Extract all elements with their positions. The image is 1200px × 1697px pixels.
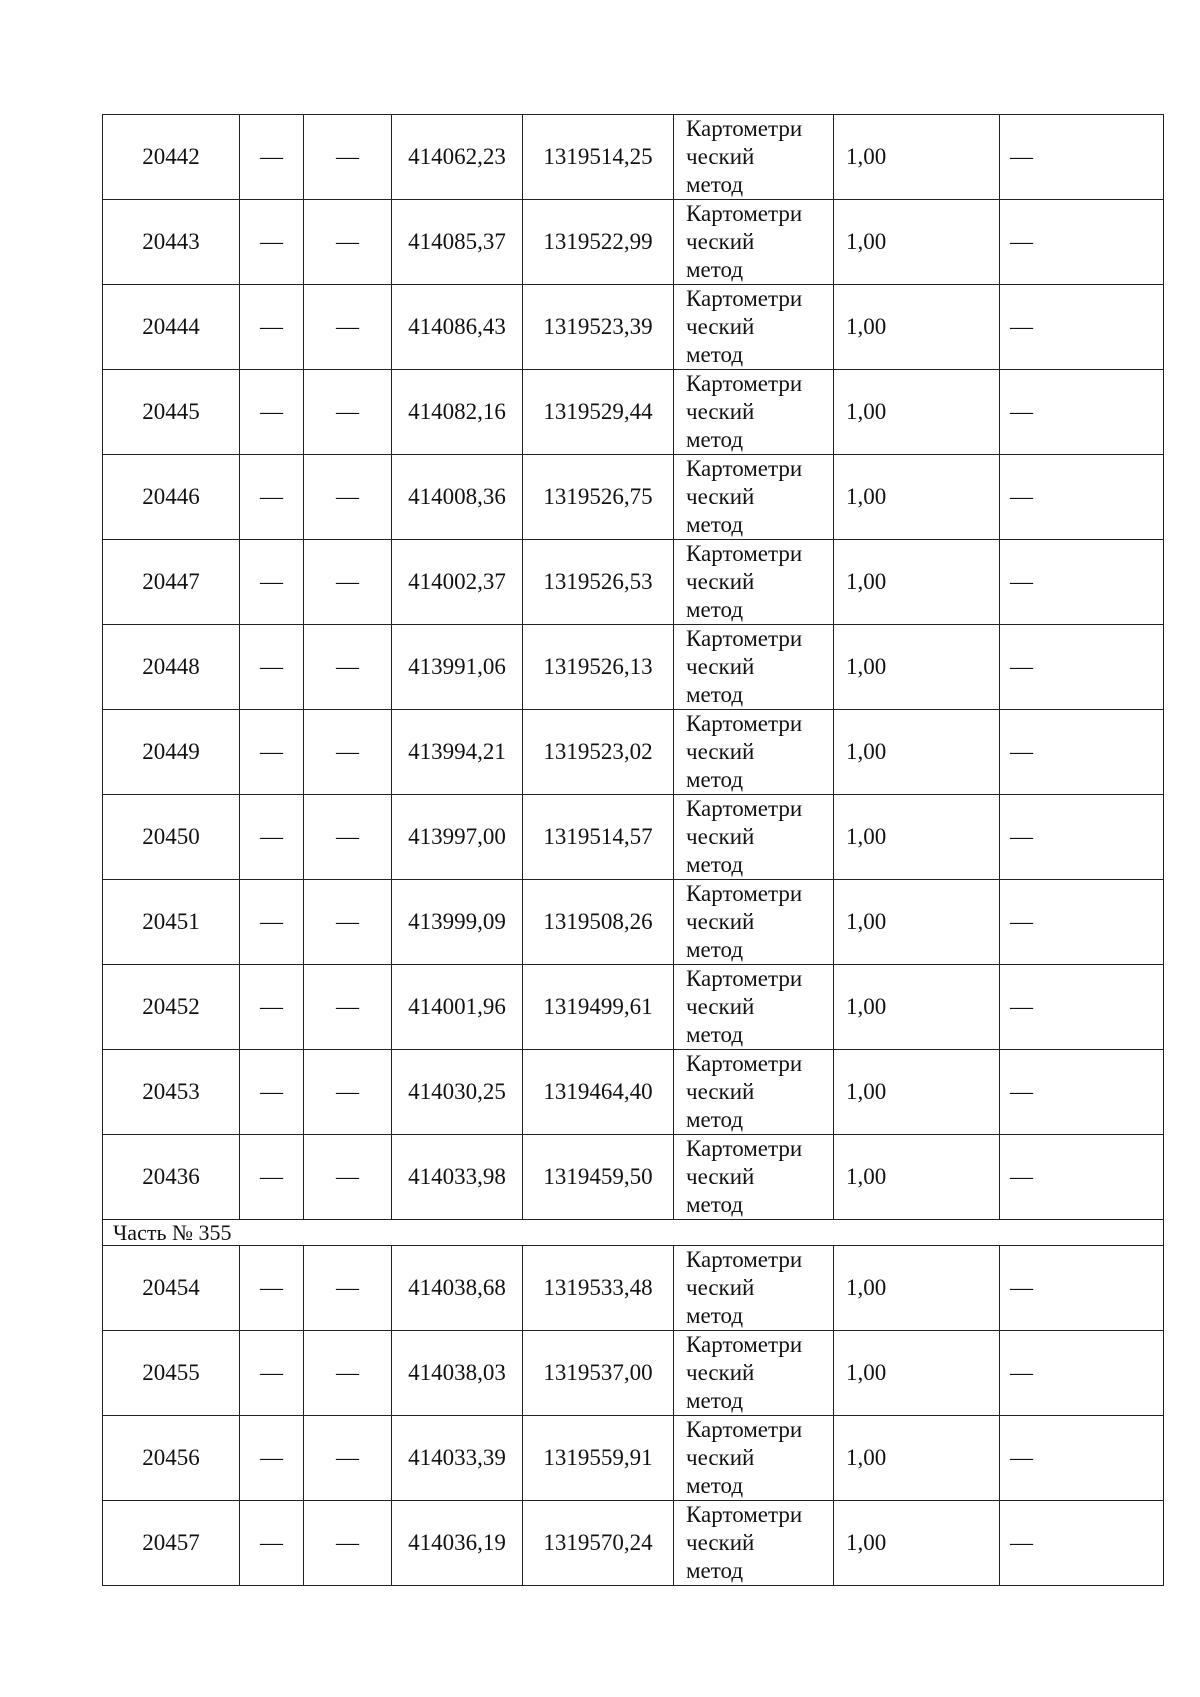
- method-text: Картометри ческий метод: [686, 1332, 803, 1413]
- method-text: Картометри ческий метод: [686, 541, 803, 622]
- dash-cell: —: [240, 200, 304, 285]
- coordinates-table: [102, 114, 1164, 1586]
- method-text: Картометри ческий метод: [686, 711, 803, 792]
- table-row: [103, 625, 1164, 710]
- method-text: Картометри ческий метод: [686, 796, 803, 877]
- table-row: [103, 1050, 1164, 1135]
- dash-cell: —: [304, 795, 392, 880]
- method-cell: [674, 1501, 834, 1586]
- method-text: Картометри ческий метод: [686, 456, 803, 537]
- dash-cell: —: [304, 1416, 392, 1501]
- point-number-cell: 20451: [103, 880, 240, 965]
- section-label: Часть № 355: [103, 1220, 1164, 1246]
- dash-cell: —: [304, 200, 392, 285]
- y-coordinate-cell: 1319526,75: [523, 455, 674, 540]
- dash-cell: —: [240, 625, 304, 710]
- method-cell: [674, 540, 834, 625]
- point-number-cell: 20452: [103, 965, 240, 1050]
- point-number-cell: 20442: [103, 115, 240, 200]
- y-coordinate-cell: 1319537,00: [523, 1331, 674, 1416]
- table-row: [103, 880, 1164, 965]
- y-coordinate-cell: 1319570,24: [523, 1501, 674, 1586]
- method-cell: [674, 285, 834, 370]
- dash-cell: —: [304, 625, 392, 710]
- accuracy-cell: 1,00: [834, 285, 1000, 370]
- y-coordinate-cell: 1319508,26: [523, 880, 674, 965]
- point-number-cell: 20446: [103, 455, 240, 540]
- table-row: [103, 200, 1164, 285]
- x-coordinate-cell: 413991,06: [392, 625, 523, 710]
- table-row: [103, 795, 1164, 880]
- accuracy-cell: 1,00: [834, 455, 1000, 540]
- point-number-cell: 20447: [103, 540, 240, 625]
- x-coordinate-cell: 414033,39: [392, 1416, 523, 1501]
- dash-cell: —: [304, 285, 392, 370]
- method-cell: [674, 1331, 834, 1416]
- y-coordinate-cell: 1319523,02: [523, 710, 674, 795]
- method-cell: [674, 625, 834, 710]
- dash-cell: —: [304, 370, 392, 455]
- y-coordinate-cell: 1319499,61: [523, 965, 674, 1050]
- point-number-cell: 20456: [103, 1416, 240, 1501]
- accuracy-cell: 1,00: [834, 710, 1000, 795]
- method-cell: [674, 1050, 834, 1135]
- table-row: [103, 1246, 1164, 1331]
- method-text: Картометри ческий метод: [686, 1136, 803, 1217]
- table-row: [103, 285, 1164, 370]
- table-row: [103, 1135, 1164, 1220]
- point-number-cell: 20450: [103, 795, 240, 880]
- accuracy-cell: 1,00: [834, 625, 1000, 710]
- y-coordinate-cell: 1319514,57: [523, 795, 674, 880]
- y-coordinate-cell: 1319559,91: [523, 1416, 674, 1501]
- accuracy-cell: 1,00: [834, 1501, 1000, 1586]
- dash-cell: —: [304, 880, 392, 965]
- dash-cell: —: [1000, 1501, 1164, 1586]
- y-coordinate-cell: 1319533,48: [523, 1246, 674, 1331]
- dash-cell: —: [240, 1501, 304, 1586]
- x-coordinate-cell: 414002,37: [392, 540, 523, 625]
- dash-cell: —: [1000, 455, 1164, 540]
- point-number-cell: 20448: [103, 625, 240, 710]
- accuracy-cell: 1,00: [834, 1050, 1000, 1135]
- y-coordinate-cell: 1319459,50: [523, 1135, 674, 1220]
- dash-cell: —: [1000, 710, 1164, 795]
- method-text: Картометри ческий метод: [686, 371, 803, 452]
- dash-cell: —: [304, 1501, 392, 1586]
- x-coordinate-cell: 413999,09: [392, 880, 523, 965]
- x-coordinate-cell: 414008,36: [392, 455, 523, 540]
- accuracy-cell: 1,00: [834, 1246, 1000, 1331]
- accuracy-cell: 1,00: [834, 795, 1000, 880]
- point-number-cell: 20453: [103, 1050, 240, 1135]
- table-row: [103, 115, 1164, 200]
- dash-cell: —: [304, 965, 392, 1050]
- dash-cell: —: [1000, 795, 1164, 880]
- x-coordinate-cell: 414038,03: [392, 1331, 523, 1416]
- dash-cell: —: [240, 455, 304, 540]
- dash-cell: —: [304, 1135, 392, 1220]
- dash-cell: —: [240, 880, 304, 965]
- dash-cell: —: [240, 115, 304, 200]
- x-coordinate-cell: 414082,16: [392, 370, 523, 455]
- dash-cell: —: [240, 1135, 304, 1220]
- accuracy-cell: 1,00: [834, 370, 1000, 455]
- dash-cell: —: [1000, 1331, 1164, 1416]
- dash-cell: —: [240, 1050, 304, 1135]
- method-cell: [674, 710, 834, 795]
- method-cell: [674, 370, 834, 455]
- x-coordinate-cell: 414038,68: [392, 1246, 523, 1331]
- x-coordinate-cell: 414030,25: [392, 1050, 523, 1135]
- table-row: [103, 1331, 1164, 1416]
- dash-cell: —: [1000, 1416, 1164, 1501]
- dash-cell: —: [1000, 115, 1164, 200]
- accuracy-cell: 1,00: [834, 1416, 1000, 1501]
- method-text: Картометри ческий метод: [686, 116, 803, 197]
- table-row: [103, 370, 1164, 455]
- dash-cell: —: [1000, 1050, 1164, 1135]
- table-row: [103, 540, 1164, 625]
- dash-cell: —: [240, 285, 304, 370]
- dash-cell: —: [240, 1416, 304, 1501]
- table-row: [103, 1501, 1164, 1586]
- accuracy-cell: 1,00: [834, 115, 1000, 200]
- dash-cell: —: [1000, 370, 1164, 455]
- point-number-cell: 20454: [103, 1246, 240, 1331]
- x-coordinate-cell: 414033,98: [392, 1135, 523, 1220]
- table-row: [103, 455, 1164, 540]
- method-text: Картометри ческий метод: [686, 1502, 803, 1583]
- dash-cell: —: [240, 540, 304, 625]
- dash-cell: —: [1000, 625, 1164, 710]
- dash-cell: —: [304, 1331, 392, 1416]
- x-coordinate-cell: 413994,21: [392, 710, 523, 795]
- method-text: Картометри ческий метод: [686, 1247, 803, 1328]
- method-text: Картометри ческий метод: [686, 201, 803, 282]
- dash-cell: —: [1000, 1135, 1164, 1220]
- y-coordinate-cell: 1319529,44: [523, 370, 674, 455]
- dash-cell: —: [240, 1246, 304, 1331]
- dash-cell: —: [1000, 1246, 1164, 1331]
- table-row: [103, 965, 1164, 1050]
- method-cell: [674, 115, 834, 200]
- y-coordinate-cell: 1319522,99: [523, 200, 674, 285]
- dash-cell: —: [1000, 880, 1164, 965]
- accuracy-cell: 1,00: [834, 965, 1000, 1050]
- accuracy-cell: 1,00: [834, 1135, 1000, 1220]
- accuracy-cell: 1,00: [834, 880, 1000, 965]
- method-cell: [674, 1416, 834, 1501]
- method-text: Картометри ческий метод: [686, 881, 803, 962]
- method-text: Картометри ческий метод: [686, 626, 803, 707]
- point-number-cell: 20444: [103, 285, 240, 370]
- x-coordinate-cell: 414086,43: [392, 285, 523, 370]
- y-coordinate-cell: 1319526,13: [523, 625, 674, 710]
- dash-cell: —: [240, 965, 304, 1050]
- dash-cell: —: [1000, 285, 1164, 370]
- point-number-cell: 20436: [103, 1135, 240, 1220]
- method-cell: [674, 795, 834, 880]
- table-row: [103, 710, 1164, 795]
- dash-cell: —: [240, 370, 304, 455]
- method-text: Картометри ческий метод: [686, 286, 803, 367]
- dash-cell: —: [1000, 200, 1164, 285]
- y-coordinate-cell: 1319514,25: [523, 115, 674, 200]
- dash-cell: —: [1000, 540, 1164, 625]
- table-body: [103, 115, 1164, 1586]
- method-text: Картометри ческий метод: [686, 1417, 803, 1498]
- point-number-cell: 20443: [103, 200, 240, 285]
- accuracy-cell: 1,00: [834, 1331, 1000, 1416]
- y-coordinate-cell: 1319526,53: [523, 540, 674, 625]
- method-cell: [674, 965, 834, 1050]
- x-coordinate-cell: 414036,19: [392, 1501, 523, 1586]
- point-number-cell: 20457: [103, 1501, 240, 1586]
- method-cell: [674, 1135, 834, 1220]
- dash-cell: —: [240, 1331, 304, 1416]
- dash-cell: —: [304, 1050, 392, 1135]
- x-coordinate-cell: 414085,37: [392, 200, 523, 285]
- dash-cell: —: [304, 540, 392, 625]
- point-number-cell: 20455: [103, 1331, 240, 1416]
- method-cell: [674, 200, 834, 285]
- dash-cell: —: [1000, 965, 1164, 1050]
- dash-cell: —: [304, 115, 392, 200]
- dash-cell: —: [240, 795, 304, 880]
- accuracy-cell: 1,00: [834, 540, 1000, 625]
- x-coordinate-cell: 414062,23: [392, 115, 523, 200]
- x-coordinate-cell: 413997,00: [392, 795, 523, 880]
- point-number-cell: 20445: [103, 370, 240, 455]
- method-cell: [674, 880, 834, 965]
- x-coordinate-cell: 414001,96: [392, 965, 523, 1050]
- method-cell: [674, 1246, 834, 1331]
- y-coordinate-cell: 1319523,39: [523, 285, 674, 370]
- dash-cell: —: [304, 455, 392, 540]
- y-coordinate-cell: 1319464,40: [523, 1050, 674, 1135]
- dash-cell: —: [240, 710, 304, 795]
- method-text: Картометри ческий метод: [686, 966, 803, 1047]
- table-row: [103, 1416, 1164, 1501]
- dash-cell: —: [304, 710, 392, 795]
- dash-cell: —: [304, 1246, 392, 1331]
- accuracy-cell: 1,00: [834, 200, 1000, 285]
- point-number-cell: 20449: [103, 710, 240, 795]
- method-cell: [674, 455, 834, 540]
- section-header-row: [103, 1220, 1164, 1246]
- method-text: Картометри ческий метод: [686, 1051, 803, 1132]
